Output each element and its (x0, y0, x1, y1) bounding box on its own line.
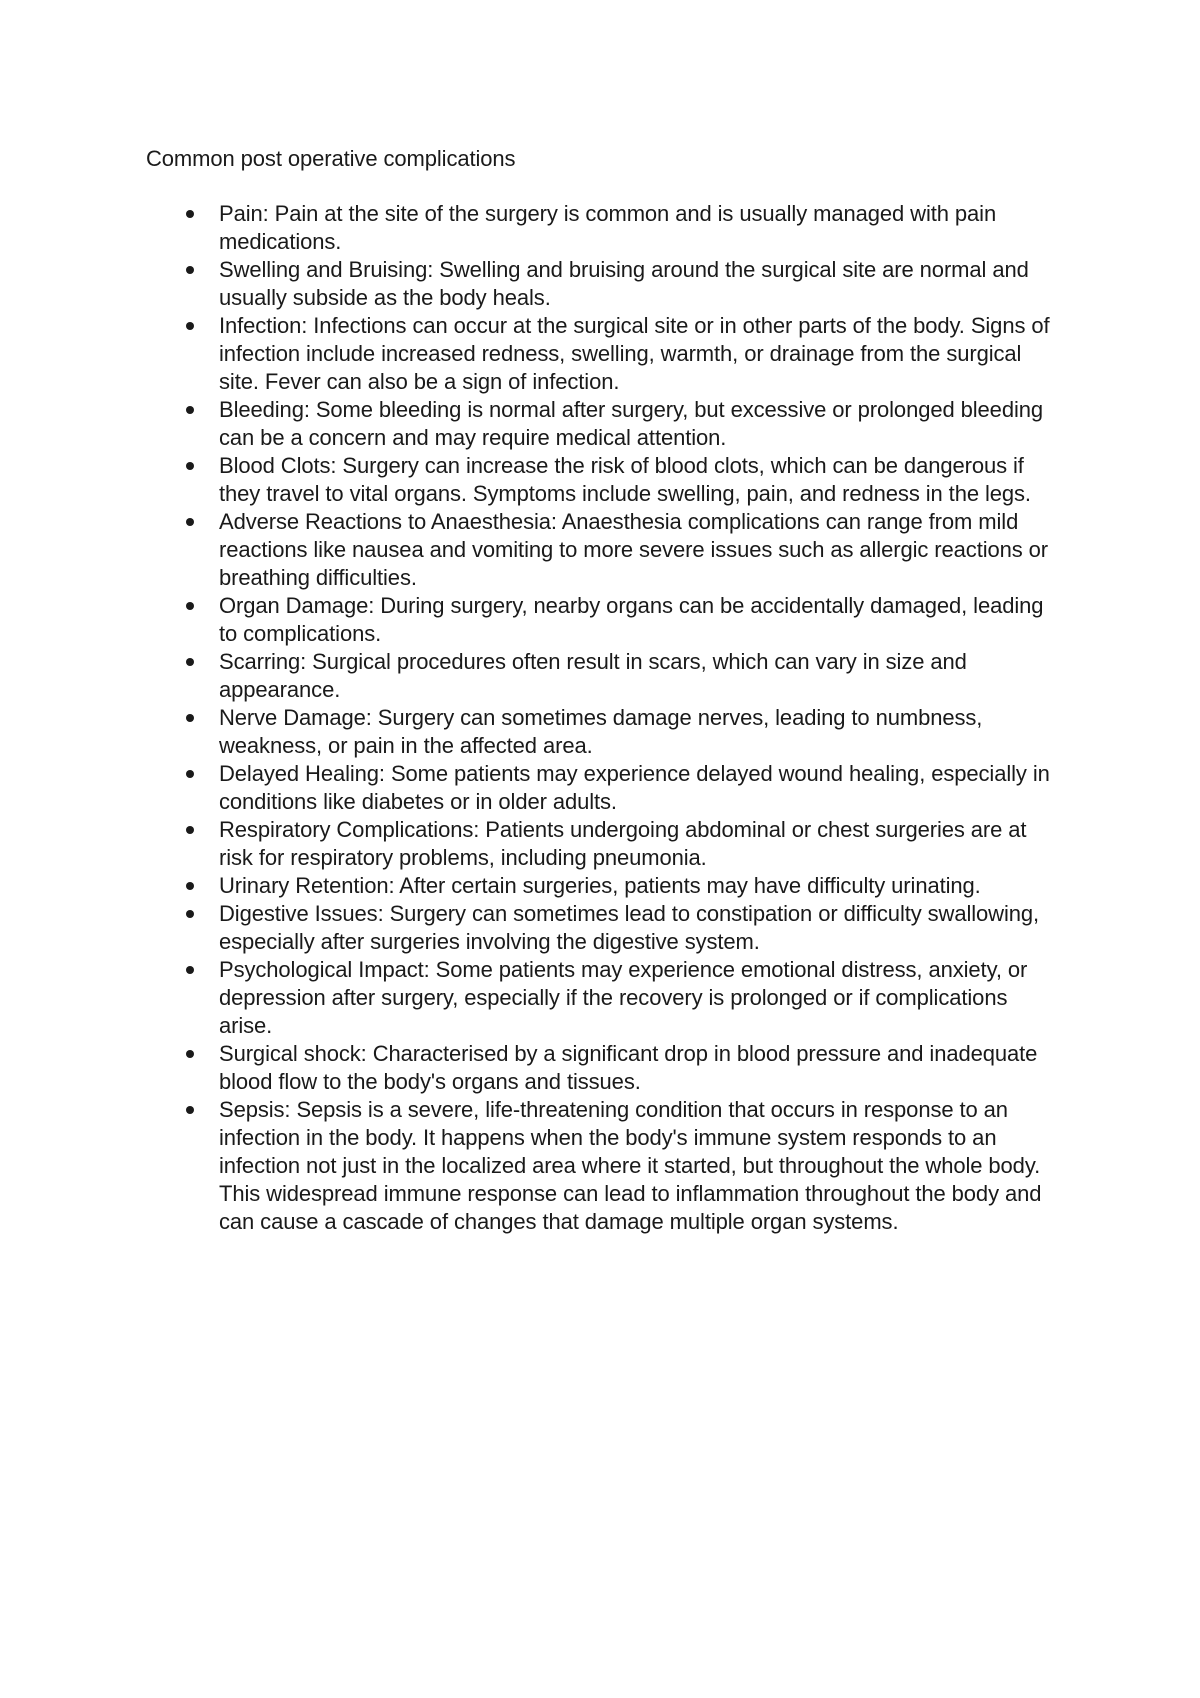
bullet-icon (186, 266, 194, 274)
list-item (146, 872, 1066, 900)
bullet-icon (186, 602, 194, 610)
list-item (146, 1040, 1066, 1096)
bullet-icon (186, 658, 194, 666)
list-item-text: Digestive Issues: Surgery can sometimes lead to constipation or difficulty swallowing, especially after surgeries involving the digestive system. (219, 901, 1040, 954)
list-item (146, 704, 1066, 760)
list-item (146, 256, 1066, 312)
list-item-text: Adverse Reactions to Anaesthesia: Anaesthesia complications can range from mild reactions like nausea and vomiting to more severe issues such as allergic reactions or breathing difficulties. (219, 509, 1049, 590)
list-item-text: Respiratory Complications: Patients undergoing abdominal or chest surgeries are at risk for respiratory problems, including pneumonia. (219, 817, 1027, 870)
list-item (146, 592, 1066, 648)
list-item (146, 648, 1066, 704)
list-item-text: Nerve Damage: Surgery can sometimes damage nerves, leading to numbness, weakness, or pain in the affected area. (219, 705, 983, 758)
bullet-icon (186, 1106, 194, 1114)
list-item-text: Infection: Infections can occur at the surgical site or in other parts of the body. Signs of infection include increased redness, swelling, warmth, or drainage from the surgical site. Fever can also be a sign of infection. (219, 313, 1050, 394)
list-item (146, 900, 1066, 956)
list-item (146, 452, 1066, 508)
document-title: Common post operative complications (146, 146, 516, 171)
bullet-icon (186, 406, 194, 414)
bullet-icon (186, 210, 194, 218)
bullet-icon (186, 518, 194, 526)
list-item (146, 312, 1066, 396)
list-item-text: Psychological Impact: Some patients may experience emotional distress, anxiety, or depression after surgery, especially if the recovery is prolonged or if complications arise. (219, 957, 1028, 1038)
list-item (146, 508, 1066, 592)
list-item (146, 1096, 1066, 1236)
list-item-text: Urinary Retention: After certain surgeries, patients may have difficulty urinating. (219, 873, 981, 898)
bullet-icon (186, 882, 194, 890)
bullet-icon (186, 462, 194, 470)
list-item (146, 760, 1066, 816)
list-item-text: Pain: Pain at the site of the surgery is common and is usually managed with pain medications. (219, 201, 997, 254)
complication-list (146, 200, 1066, 1236)
bullet-icon (186, 1050, 194, 1058)
list-item (146, 956, 1066, 1040)
list-item (146, 816, 1066, 872)
bullet-icon (186, 910, 194, 918)
list-item-text: Sepsis: Sepsis is a severe, life-threatening condition that occurs in response to an infection in the body. It happens when the body's immune system responds to an infection not just in the localized area where it started, but throughout the whole body. This widespread immune response can lead to inflammation throughout the body and can cause a cascade of changes that damage multiple organ systems. (219, 1097, 1042, 1234)
list-item-text: Bleeding: Some bleeding is normal after surgery, but excessive or prolonged bleeding can be a concern and may require medical attention. (219, 397, 1044, 450)
list-item-text: Blood Clots: Surgery can increase the risk of blood clots, which can be dangerous if they travel to vital organs. Symptoms include swelling, pain, and redness in the legs. (219, 453, 1031, 506)
bullet-icon (186, 966, 194, 974)
list-item-text: Delayed Healing: Some patients may experience delayed wound healing, especially in conditions like diabetes or in older adults. (219, 761, 1050, 814)
bullet-icon (186, 826, 194, 834)
bullet-icon (186, 714, 194, 722)
bullet-icon (186, 770, 194, 778)
list-item-text: Swelling and Bruising: Swelling and bruising around the surgical site are normal and usually subside as the body heals. (219, 257, 1029, 310)
list-item (146, 200, 1066, 256)
list-item-text: Scarring: Surgical procedures often result in scars, which can vary in size and appearance. (219, 649, 967, 702)
list-item-text: Surgical shock: Characterised by a significant drop in blood pressure and inadequate blood flow to the body's organs and tissues. (219, 1041, 1038, 1094)
list-item (146, 396, 1066, 452)
list-item-text: Organ Damage: During surgery, nearby organs can be accidentally damaged, leading to complications. (219, 593, 1044, 646)
bullet-icon (186, 322, 194, 330)
